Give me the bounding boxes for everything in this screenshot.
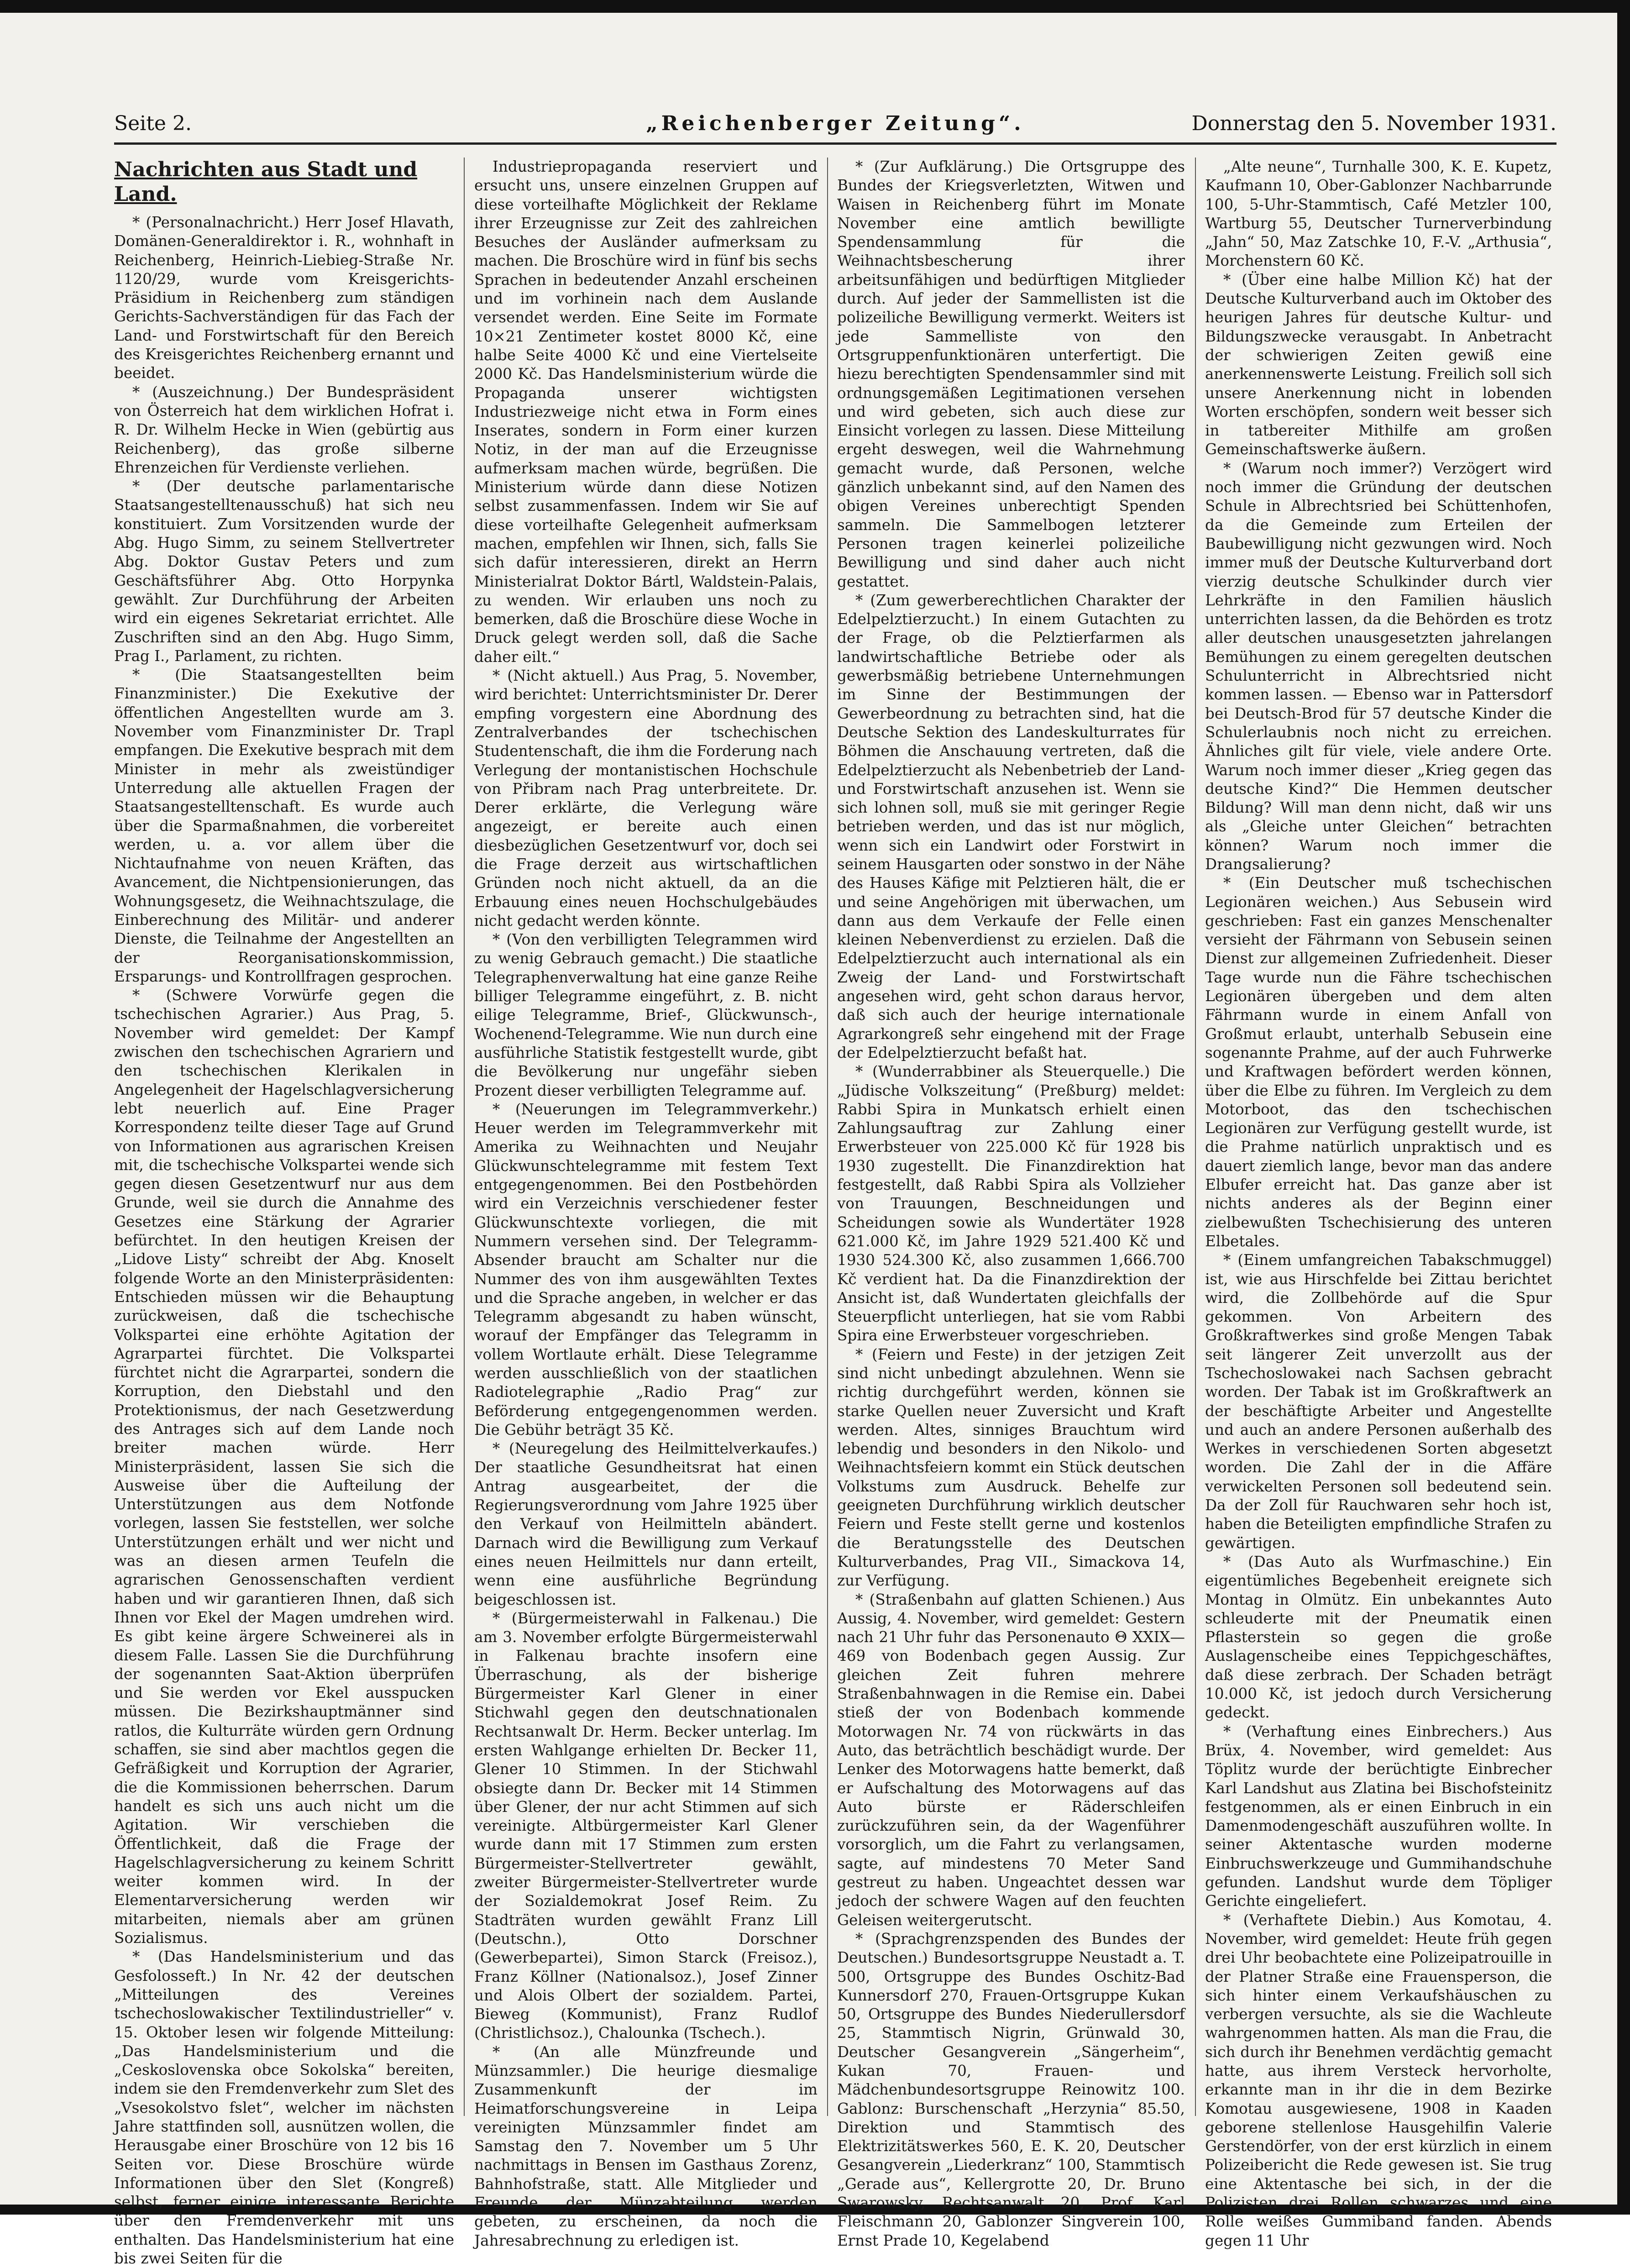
article-telegramme: * (Von den verbilligten Telegrammen wird zu wenig Gebrauch gemacht.) Die staatliche Telegraphenverwaltung hat eine ganze Reihe billiger Telegramme eingeführt, z. B. nicht eilige Telegramme, Brief-, Glückwunsch-, Wochenend-Telegramme. Wie nun durch eine ausführliche Statistik festgestellt wurde, gibt die Bevölkerung nur ungefähr sieben Prozent dieser verbilligten Telegramme auf. bbox=[474, 931, 818, 1099]
article-spenden-fortsetzung: „Alte neune“, Turnhalle 300, K. E. Kupetz, Kaufmann 10, Ober-Gablonzer Nachbarrunde 100, 5-Uhr-Stammtisch, Café Metzler 100, Wartburg 55, Deutscher Turnerverbindung „Jahn“ 50, Maz Zatschke 10, F.-V. „Arthusia“, Morchenstern 60 Kč. bbox=[1205, 158, 1552, 270]
scan-border-right bbox=[1617, 0, 1630, 2215]
column-4 bbox=[1205, 158, 1552, 2249]
column-1 bbox=[114, 158, 454, 2268]
page-header bbox=[114, 107, 1557, 144]
article-muenzfreunde: * (An alle Münzfreunde und Münzsammler.) Die heurige diesmalige Zusammenkunft der im Heimatforschungsvereine in Leipa vereinigten Münzsammler findet am Samstag den 7. November um 5 Uhr nachmittags in Bensen im Gasthaus Zorenz, Bahnhofstraße, statt. Alle Mitglieder und Freunde der Münzabteilung werden gebeten, zu erscheinen, da noch die Jahresabrechnung zu erledigen ist. bbox=[474, 2043, 818, 2249]
article-wurfmaschine: * (Das Auto als Wurfmaschine.) Ein eigentümliches Begebenheit ereignete sich Montag in Olmütz. Ein unbekanntes Auto schleuderte mit der Pneumatik einen Pflasterstein so gegen die große Auslagenscheibe eines Teppichgeschäftes, daß diese zerbrach. Der Schaden beträgt 10.000 Kč, ist jedoch durch Versicherung gedeckt. bbox=[1205, 1553, 1552, 1722]
section-title: Nachrichten aus Stadt und Land. bbox=[114, 158, 418, 206]
article-nicht-aktuell: * (Nicht aktuell.) Aus Prag, 5. November, wird berichtet: Unterrichtsminister Dr. Derer empfing vorgestern eine Abordnung des Zentralverbandes der tschechischen Studentenschaft, die ihm die Forderung nach Verlegung der montanistischen Hochschule von Přibram nach Prag unterbreitete. Dr. Derer erklärte, die Verlegung wäre angezeigt, er bereite auch einen diesbezüglichen Gesetzentwurf vor, doch sei die Frage derzeit aus wirtschaftlichen Gründen noch nicht aktuell, da an die Erbauung eines neuen Hochschulgebäudes nicht gedacht werden könnte. bbox=[474, 667, 818, 929]
article-handelsministerium: * (Das Handelsministerium und das Gesfolosseft.) In Nr. 42 der deutschen „Mitteilungen des Vereines tschechoslowakischer Textilindustrieller“ v. 15. Oktober lesen wir folgende Mitteilung: „Das Handelsministerium und die „Ceskoslovenska obce Sokolska“ bereiten, indem sie den Fremdenverkehr zum Slet des „Vsesokolstvo fslet“, welcher im nächsten Jahre stattfinden soll, ausnützen wollen, die Herausgabe einer Broschüre von 12 bis 16 Seiten vor. Diese Broschüre würde Informationen über den Slet (Kongreß) selbst, ferner einige interessante Berichte über den Fremdenverkehr mit uns enthalten. Das Handelsministerium hat eine bis zwei Seiten für die bbox=[114, 1948, 454, 2268]
column-2 bbox=[474, 158, 818, 2249]
article-feiern-feste: * (Feiern und Feste) in der jetzigen Zeit sind nicht unbedingt abzulehnen. Wenn sie richtig durchgeführt werden, können sie starke Quellen neuer Zuversicht und Kraft werden. Altes, sinniges Brauchtum wird lebendig und besonders in den Nikolo- und Weihnachtsfeiern kommt ein Stück deutschen Volkstums zum Ausdruck. Behelfe zur geeigneten Durchführung wirklich deutscher Feiern und Feste stellt gerne und kostenlos die Beratungsstelle des Deutschen Kulturverbandes, Prag VII., Simackova 14, zur Verfügung. bbox=[837, 1345, 1185, 1590]
article-wunderrabbiner: * (Wunderrabbiner als Steuerquelle.) Die „Jüdische Volkszeitung“ (Preßburg) meldet: Rabbi Spira in Munkatsch erhielt einen Zahlungsauftrag zur Zahlung einer Erwerbsteuer von 225.000 Kč für 1928 bis 1930 zugestellt. Die Finanzdirektion hat festgestellt, daß Rabbi Spira als Vollzieher von Trauungen, Beschneidungen und Scheidungen sowie als Wundertäter 1928 621.000 Kč, im Jahre 1929 521.400 Kč und 1930 524.300 Kč, also zusammen 1,666.700 Kč verdient hat. Da die Finanzdirektion der Ansicht ist, daß Wundertaten gleichfalls der Steuerpflicht unterliegen, hat sie vom Rabbi Spira eine Erwerbsteuer vorgeschrieben. bbox=[837, 1063, 1185, 1344]
column-divider bbox=[464, 158, 465, 2116]
column-3 bbox=[837, 158, 1185, 2249]
article-legionaere: * (Ein Deutscher muß tschechischen Legionären weichen.) Aus Sebusein wird geschrieben: Fast ein ganzes Menschenalter versieht der Fährmann von Sebusein seinen Dienst zur allgemeinen Zufriedenheit. Dieser Tage wurde nun die Fähre tschechischen Legionären übergeben und dem alten Fährmann wurde in einem Anfall von Großmut erlaubt, unterhalb Sebusein eine sogenannte Prahme, auf der auch Fuhrwerke und Kraftwagen befördert werden können, über die Elbe zu führen. Im Vergleich zu dem Motorboot, das den tschechischen Legionären zur Verfügung gestellt wurde, ist die Prahme natürlich unpraktisch und es dauert ziemlich lange, bevor man das andere Elbufer erreicht hat. Das ganze aber ist nichts anderes als der Beginn einer zielbewußten Tschechisierung des unteren Elbetales. bbox=[1205, 874, 1552, 1250]
article-buergermeisterwahl: * (Bürgermeisterwahl in Falkenau.) Die am 3. November erfolgte Bürgermeisterwahl in Falkenau brachte insofern eine Überraschung, als der bisherige Bürgermeister Karl Glener in einer Stichwahl gegen den deutschnationalen Rechtsanwalt Dr. Herm. Becker unterlag. Im ersten Wahlgange erhielten Dr. Becker 11, Glener 10 Stimmen. In der Stichwahl obsiegte dann Dr. Becker mit 14 Stimmen über Glener, der nur acht Stimmen auf sich vereinigte. Altbürgermeister Karl Glener wurde dann mit 17 Stimmen zum ersten Bürgermeister-Stellvertreter gewählt, zweiter Bürgermeister-Stellvertreter wurde der Sozialdemokrat Josef Reim. Zu Stadträten wurden gewählt Franz Lill (Deutschn.), Otto Dorschner (Gewerbepartei), Simon Starck (Freisoz.), Franz Köllner (Nationalsoz.), Josef Zinner und Alois Olbert der sozialdem. Partei, Bieweg (Kommunist), Franz Rudlof (Christlichsoz.), Chalounka (Tschech.). bbox=[474, 1609, 818, 2042]
column-divider bbox=[827, 158, 828, 2116]
article-agrarier: * (Schwere Vorwürfe gegen die tschechischen Agrarier.) Aus Prag, 5. November wird gemeldet: Der Kampf zwischen den tschechischen Agrariern und den tschechischen Klerikalen in Angelegenheit der Hagelschlagversicherung lebt neuerlich auf. Eine Prager Korrespondenz teilte dieser Tage auf Grund von Informationen aus agrarischen Kreisen mit, die tschechische Volkspartei wende sich gegen diesen Gesetzentwurf nur aus dem Grunde, weil sie durch die Annahme des Gesetzes eine Stärkung der Agrarier befürchtet. In den heutigen Kreisen der „Lidove Listy“ schreibt der Abg. Knoselt folgende Worte an den Ministerpräsidenten: Entschieden müssen wir die Behauptung zurückweisen, daß die tschechische Volkspartei eine erhöhte Agitation der Agrarpartei fürchtet. Die Volkspartei fürchtet nicht die Agrarpartei, sondern die Korruption, den Diebstahl und den Protektionismus, der nach Gesetzwerdung des Antrages sich auf dem Lande noch breiter machen würde. Herr Ministerpräsident, lassen Sie sich die Ausweise über die Aufteilung der Unterstützungen aus dem Notfonde vorlegen, lassen Sie feststellen, wer solche Unterstützungen erhält und wer nicht und was an diesen armen Teufeln die agrarischen Genossenschaften verdient haben und wir garantieren Ihnen, daß sich Ihnen vor Ekel der Magen umdrehen wird. Es gibt keine ärgere Schweinerei als in diesem Falle. Lassen Sie die Durchführung der sogenannten Saat-Aktion überprüfen und Sie werden vor Ekel ausspucken müssen. Die Bezirkshauptmänner sind ratlos, die Kulturräte würden gern Ordnung schaffen, sie sind aber machtlos gegen die Gefräßigkeit und Korruption der Agrarier, die die Kommissionen beherrschen. Darum handelt es sich uns auch nicht um die Agitation. Wir verschieben die Öffentlichkeit, daß die Frage der Hagelschlagversicherung zu keinem Schritt weiter kommen wird. In der Elementarversicherung werden wir mitarbeiten, niemals aber am grünen Sozialismus. bbox=[114, 987, 454, 1947]
article-sprachgrenzspenden: * (Sprachgrenzspenden des Bundes der Deutschen.) Bundesortsgruppe Neustadt a. T. 500, Ortsgruppe des Bundes Oschitz-Bad Kunnersdorf 270, Frauen-Ortsgruppe Kukan 50, Ortsgruppe des Bundes Niederullersdorf 25, Stammtisch Nigrin, Grünwald 30, Deutscher Gesangverein „Sängerheim“, Kukan 70, Frauen- und Mädchenbundesortsgruppe Reinowitz 100. Gablonz: Burschenschaft „Herzynia“ 85.50, Direktion und Stammtisch des Elektrizitätswerkes 560, E. K. 20, Deutscher Gesangverein „Liederkranz“ 100, Stammtisch „Gerade aus“, Kellergrotte 20, Dr. Bruno Swarowsky, Rechtsanwalt 20, Prof. Karl Fleischmann 20, Gablonzer Singverein 100, Ernst Prade 10, Kegelabend bbox=[837, 1930, 1185, 2249]
article-warum-noch-immer: * (Warum noch immer?) Verzögert wird noch immer die Gründung der deutschen Schule in Albrechtsried bei Schüttenhofen, da die Gemeinde zum Erteilen der Baubewilligung nicht gezwungen wird. Noch immer muß der Deutsche Kulturverband dort vierzig deutsche Schulkinder durch vier Lehrkräfte in den Familien häuslich unterrichten lassen, da die Behörden es trotz aller deutschen unausgesetzten jahrelangen Bemühungen zu einem geregelten deutschen Schulunterricht in Albrechtsried nicht kommen lassen. — Ebenso war in Pattersdorf bei Deutsch-Brod für 57 deutsche Kinder die Schulerlaubnis noch nicht zu erreichen. Ähnliches gilt für viele, viele andere Orte. Warum noch immer dieser „Krieg gegen das deutsche Kind?“ Die Hemmen deutscher Bildung? Will man denn nicht, daß wir uns als „Gleiche unter Gleichen“ betrachten können? Warum noch immer die Drangsalierung? bbox=[1205, 459, 1552, 873]
header-rule bbox=[114, 142, 1557, 145]
article-personalnachricht: * (Personalnachricht.) Herr Josef Hlavath, Domänen-Generaldirektor i. R., wohnhaft in Reichenberg, Heinrich-Liebieg-Straße Nr. 1120/29, wurde vom Kreisgerichts-Präsidium in Reichenberg zum ständigen Gerichts-Sachverständigen für das Fach der Land- und Forstwirtschaft für den Bereich des Kreisgerichtes Reichenberg ernannt und beeidet. bbox=[114, 214, 454, 382]
article-finanzminister: * (Die Staatsangestellten beim Finanzminister.) Die Exekutive der öffentlichen Angestellten wurde am 3. November vom Finanzminister Dr. Trapl empfangen. Die Exekutive besprach mit dem Minister in mehr als zweistündiger Unterredung alle aktuellen Fragen der Staatsangestelltenschaft. Es wurde auch über die Sparmaßnahmen, die vorbereitet werden, u. a. vor allem über die Nichtaufnahme von neuen Kräften, das Avancement, die Nichtpensionierungen, das Wohnungsgesetz, die Weihnachtszulage, die Einberechnung des Militär- und anderer Dienste, die Teilnahme der Angestellten an der Reorganisationskommission, Ersparungs- und Kontrollfragen gesprochen. bbox=[114, 666, 454, 985]
article-auszeichnung: * (Auszeichnung.) Der Bundespräsident von Österreich hat dem wirklichen Hofrat i. R. Dr. Wilhelm Hecke in Wien (gebürtig aus Reichenberg), das große silberne Ehrenzeichen für Verdienste verliehen. bbox=[114, 383, 454, 476]
article-kulturverband: * (Über eine halbe Million Kč) hat der Deutsche Kulturverband auch im Oktober des heurigen Jahres für deutsche Kultur- und Bildungszwecke verausgabt. In Anbetracht der schwierigen Zeiten gewiß eine anerkennenswerte Leistung. Freilich soll sich unsere Anerkennung nicht in lobenden Worten erschöpfen, sondern weit besser sich in tatbereiter Mithilfe am großen Gemeinschaftswerke äußern. bbox=[1205, 271, 1552, 458]
issue-date: Donnerstag den 5. November 1931. bbox=[1191, 112, 1557, 135]
article-strassenbahn: * (Straßenbahn auf glatten Schienen.) Aus Aussig, 4. November, wird gemeldet: Gestern nach 21 Uhr fuhr das Personenauto Θ XXIX—469 von Bodenbach gegen Aussig. Zur gleichen Zeit fuhren mehrere Straßenbahnwagen in die Remise ein. Dabei stieß der von Bodenbach kommende Motorwagen Nr. 74 von rückwärts in das Auto, das beträchtlich beschädigt wurde. Der Lenker des Motorwagens hatte bemerkt, daß er Aufschaltung des Motorwagens auf das Auto bürste er Räderschleifen zurückzuführen sein, da der Wagenführer vorsorglich, um die Fahrt zu verlangsamen, sagte, auf mindestens 70 Meter Sand gestreut zu haben. Ungeachtet dessen war jedoch der schwere Wagen auf den feuchten Geleisen weitergerutscht. bbox=[837, 1591, 1185, 1929]
article-industriepropaganda: Industriepropaganda reserviert und ersucht uns, unsere einzelnen Gruppen auf diese vorteilhafte Möglichkeit der Reklame ihrer Erzeugnisse zur Zeit des zahlreichen Besuches der Ausländer aufmerksam zu machen. Die Broschüre wird in fünf bis sechs Sprachen in bedeutender Anzahl erscheinen und im vorhinein nach dem Auslande versendet werden. Eine Seite im Formate 10×21 Zentimeter kostet 8000 Kč, eine halbe Seite 4000 Kč und eine Viertelseite 2000 Kč. Das Handelsministerium würde die Propaganda unserer wichtigsten Industriezweige nicht etwa in Form eines Inserates, sondern in Form einer kurzen Notiz, in der man auf die Erzeugnisse aufmerksam machen würde, begrüßen. Die Ministerium würde dann diese Notizen selbst zusammenfassen. Indem wir Sie auf diese vorteilhafte Gelegenheit aufmerksam machen, empfehlen wir Ihnen, sich, falls Sie sich dafür interessieren, direkt an Herrn Ministerialrat Doktor Bártl, Waldstein-Palais, zu wenden. Wir erlauben uns noch zu bemerken, daß die Broschüre diese Woche in Druck gelegt werden soll, daß die Sache daher eilt.“ bbox=[474, 158, 818, 666]
scan-border-top bbox=[0, 0, 1630, 13]
newspaper-title: „Reichenberger Zeitung“. bbox=[646, 112, 1025, 135]
column-divider bbox=[1195, 158, 1196, 2116]
article-einbrecher: * (Verhaftung eines Einbrechers.) Aus Brüx, 4. November, wird gemeldet: Aus Töplitz wurde der berüchtigte Einbrecher Karl Landshut aus Zlatina bei Bischofsteinitz festgenommen, als er einen Einbruch in ein Damenmodengeschäft auszuführen wollte. In seiner Aktentasche wurden moderne Einbruchswerkzeuge und Gummihandschuhe gefunden. Landshut wurde dem Töpliger Gerichte eingeliefert. bbox=[1205, 1722, 1552, 1910]
article-aufklaerung: * (Zur Aufklärung.) Die Ortsgruppe des Bundes der Kriegsverletzten, Witwen und Waisen in Reichenberg führt im Monate November eine amtlich bewilligte Spendensammlung für die Weihnachtsbescherung ihrer arbeitsunfähigen und bedürftigen Mitglieder durch. Auf jeder der Sammellisten ist die polizeiliche Bewilligung vermerkt. Weiters ist jede Sammelliste von den Ortsgruppenfunktionären unterfertigt. Die hiezu berechtigten Spendensammler sind mit ordnungsgemäßen Legitimationen versehen und wird gebeten, sich auch diese zur Einsicht vorlegen zu lassen. Diese Mitteilung ergeht deswegen, weil die Wahrnehmung gemacht wurde, daß Personen, welche gänzlich unbekannt sind, auf den Namen des obigen Vereines unberechtigt Spenden sammeln. Die Sammelbogen letzterer Personen tragen keinerlei polizeiliche Bewilligung und sind daher auch nicht gestattet. bbox=[837, 158, 1185, 590]
article-diebin: * (Verhaftete Diebin.) Aus Komotau, 4. November, wird gemeldet: Heute früh gegen drei Uhr beobachtete eine Polizeipatrouille in der Platner Straße eine Frauensperson, die sich hinter einem Verkaufshäuschen zu verbergen versuchte, als sie die Wachleute wahrgenommen hatten. Als man die Frau, die sich durch ihr Benehmen verdächtig gemacht hatte, aus ihrem Versteck hervorholte, erkannte man in ihr die in dem Bezirke Komotau ausgewiesene, 1908 in Kaaden geborene stellenlose Hausgehilfin Valerie Gerstendörfer, von der erst kürzlich in einem Polizeibericht die Rede gewesen ist. Sie trug eine Aktentasche bei sich, in der die Polizisten drei Rollen schwarzes und eine Rolle weißes Gummiband fanden. Abends gegen 11 Uhr bbox=[1205, 1911, 1552, 2249]
article-edelpelztierzucht: * (Zum gewerberechtlichen Charakter der Edelpelztierzucht.) In einem Gutachten zu der Frage, ob die Pelztierfarmen als landwirtschaftliche Betriebe oder als gewerbsmäßig betriebene Unternehmungen im Sinne der Bestimmungen der Gewerbeordnung zu betrachten sind, hat die Deutsche Sektion des Landeskulturrates für Böhmen die Anschauung vertreten, daß die Edelpelztierzucht als Nebenbetrieb der Land- und Forstwirtschaft anzusehen ist. Wenn sie sich lohnen soll, muß sie mit geringer Regie betrieben werden, und das ist nur möglich, wenn sich ein Landwirt oder Forstwirt in seinem Hausgarten oder sonstwo in der Nähe des Hauses Käfige mit Pelztieren hält, die er und seine Angehörigen mit überwachen, um dann aus dem Verkaufe der Felle einen kleinen Nebenverdienst zu erzielen. Daß die Edelpelztierzucht auch international als ein Zweig der Land- und Forstwirtschaft angesehen wird, geht schon daraus hervor, daß sich auch der heurige internationale Agrarkongreß sehr eingehend mit der Frage der Edelpelztierzucht befaßt hat. bbox=[837, 591, 1185, 1061]
article-staatsangestelltenausschuss: * (Der deutsche parlamentarische Staatsangestelltenausschuß) hat sich neu konstituiert. Zum Vorsitzenden wurde der Abg. Hugo Simm, zu seinem Stellvertreter Abg. Doktor Gustav Peters und zum Geschäftsführer Abg. Otto Horpynka gewählt. Zur Durchführung der Arbeiten wird ein eigenes Sekretariat errichtet. Alle Zuschriften sind an den Abg. Hugo Simm, Prag I., Parlament, zu richten. bbox=[114, 478, 454, 665]
article-heilmittel: * (Neuregelung des Heilmittelverkaufes.) Der staatliche Gesundheitsrat hat einen Antrag ausgearbeitet, der die Regierungsverordnung vom Jahre 1925 über den Verkauf von Heilmitteln abändert. Darnach wird die Bewilligung zum Verkauf eines neuen Heilmittels nur dann erteilt, wenn eine ausführliche Begründung beigeschlossen ist. bbox=[474, 1440, 818, 1608]
article-telegrammverkehr: * (Neuerungen im Telegrammverkehr.) Heuer werden im Telegrammverkehr mit Amerika zu Weihnachten und Neujahr Glückwunschtelegramme mit festem Text entgegengenommen. Bei den Postbehörden wird ein Verzeichnis verschiedener fester Glückwunschtexte vorliegen, die mit Nummern versehen sind. Der Telegramm-Absender braucht am Schalter nur die Nummer des von ihm ausgewählten Textes und die Sprache angeben, in welcher er das Telegramm abgesandt zu haben wünscht, worauf der Empfänger das Telegramm in vollem Wortlaute erhält. Diese Telegramme werden ausschließlich von der staatlichen Radiotelegraphie „Radio Prag“ zur Beförderung entgegengenommen werden. Die Gebühr beträgt 35 Kč. bbox=[474, 1100, 818, 1438]
article-tabakschmuggel: * (Einem umfangreichen Tabakschmuggel) ist, wie aus Hirschfelde bei Zittau berichtet wird, die Zollbehörde auf die Spur gekommen. Von Arbeitern des Großkraftwerkes sind große Mengen Tabak seit längerer Zeit unverzollt aus der Tschechoslowakei nach Sachsen gebracht worden. Der Tabak ist im Großkraftwerk an der beschäftigte Arbeiter und Angestellte und auch an andere Personen außerhalb des Werkes in verschiedenen Sorten abgesetzt worden. Die Zahl der in die Affäre verwickelten Personen soll bedeutend sein. Da der Zoll für Rauchwaren sehr hoch ist, haben die Beteiligten empfindliche Strafen zu gewärtigen. bbox=[1205, 1251, 1552, 1552]
page-number: Seite 2. bbox=[114, 112, 192, 135]
